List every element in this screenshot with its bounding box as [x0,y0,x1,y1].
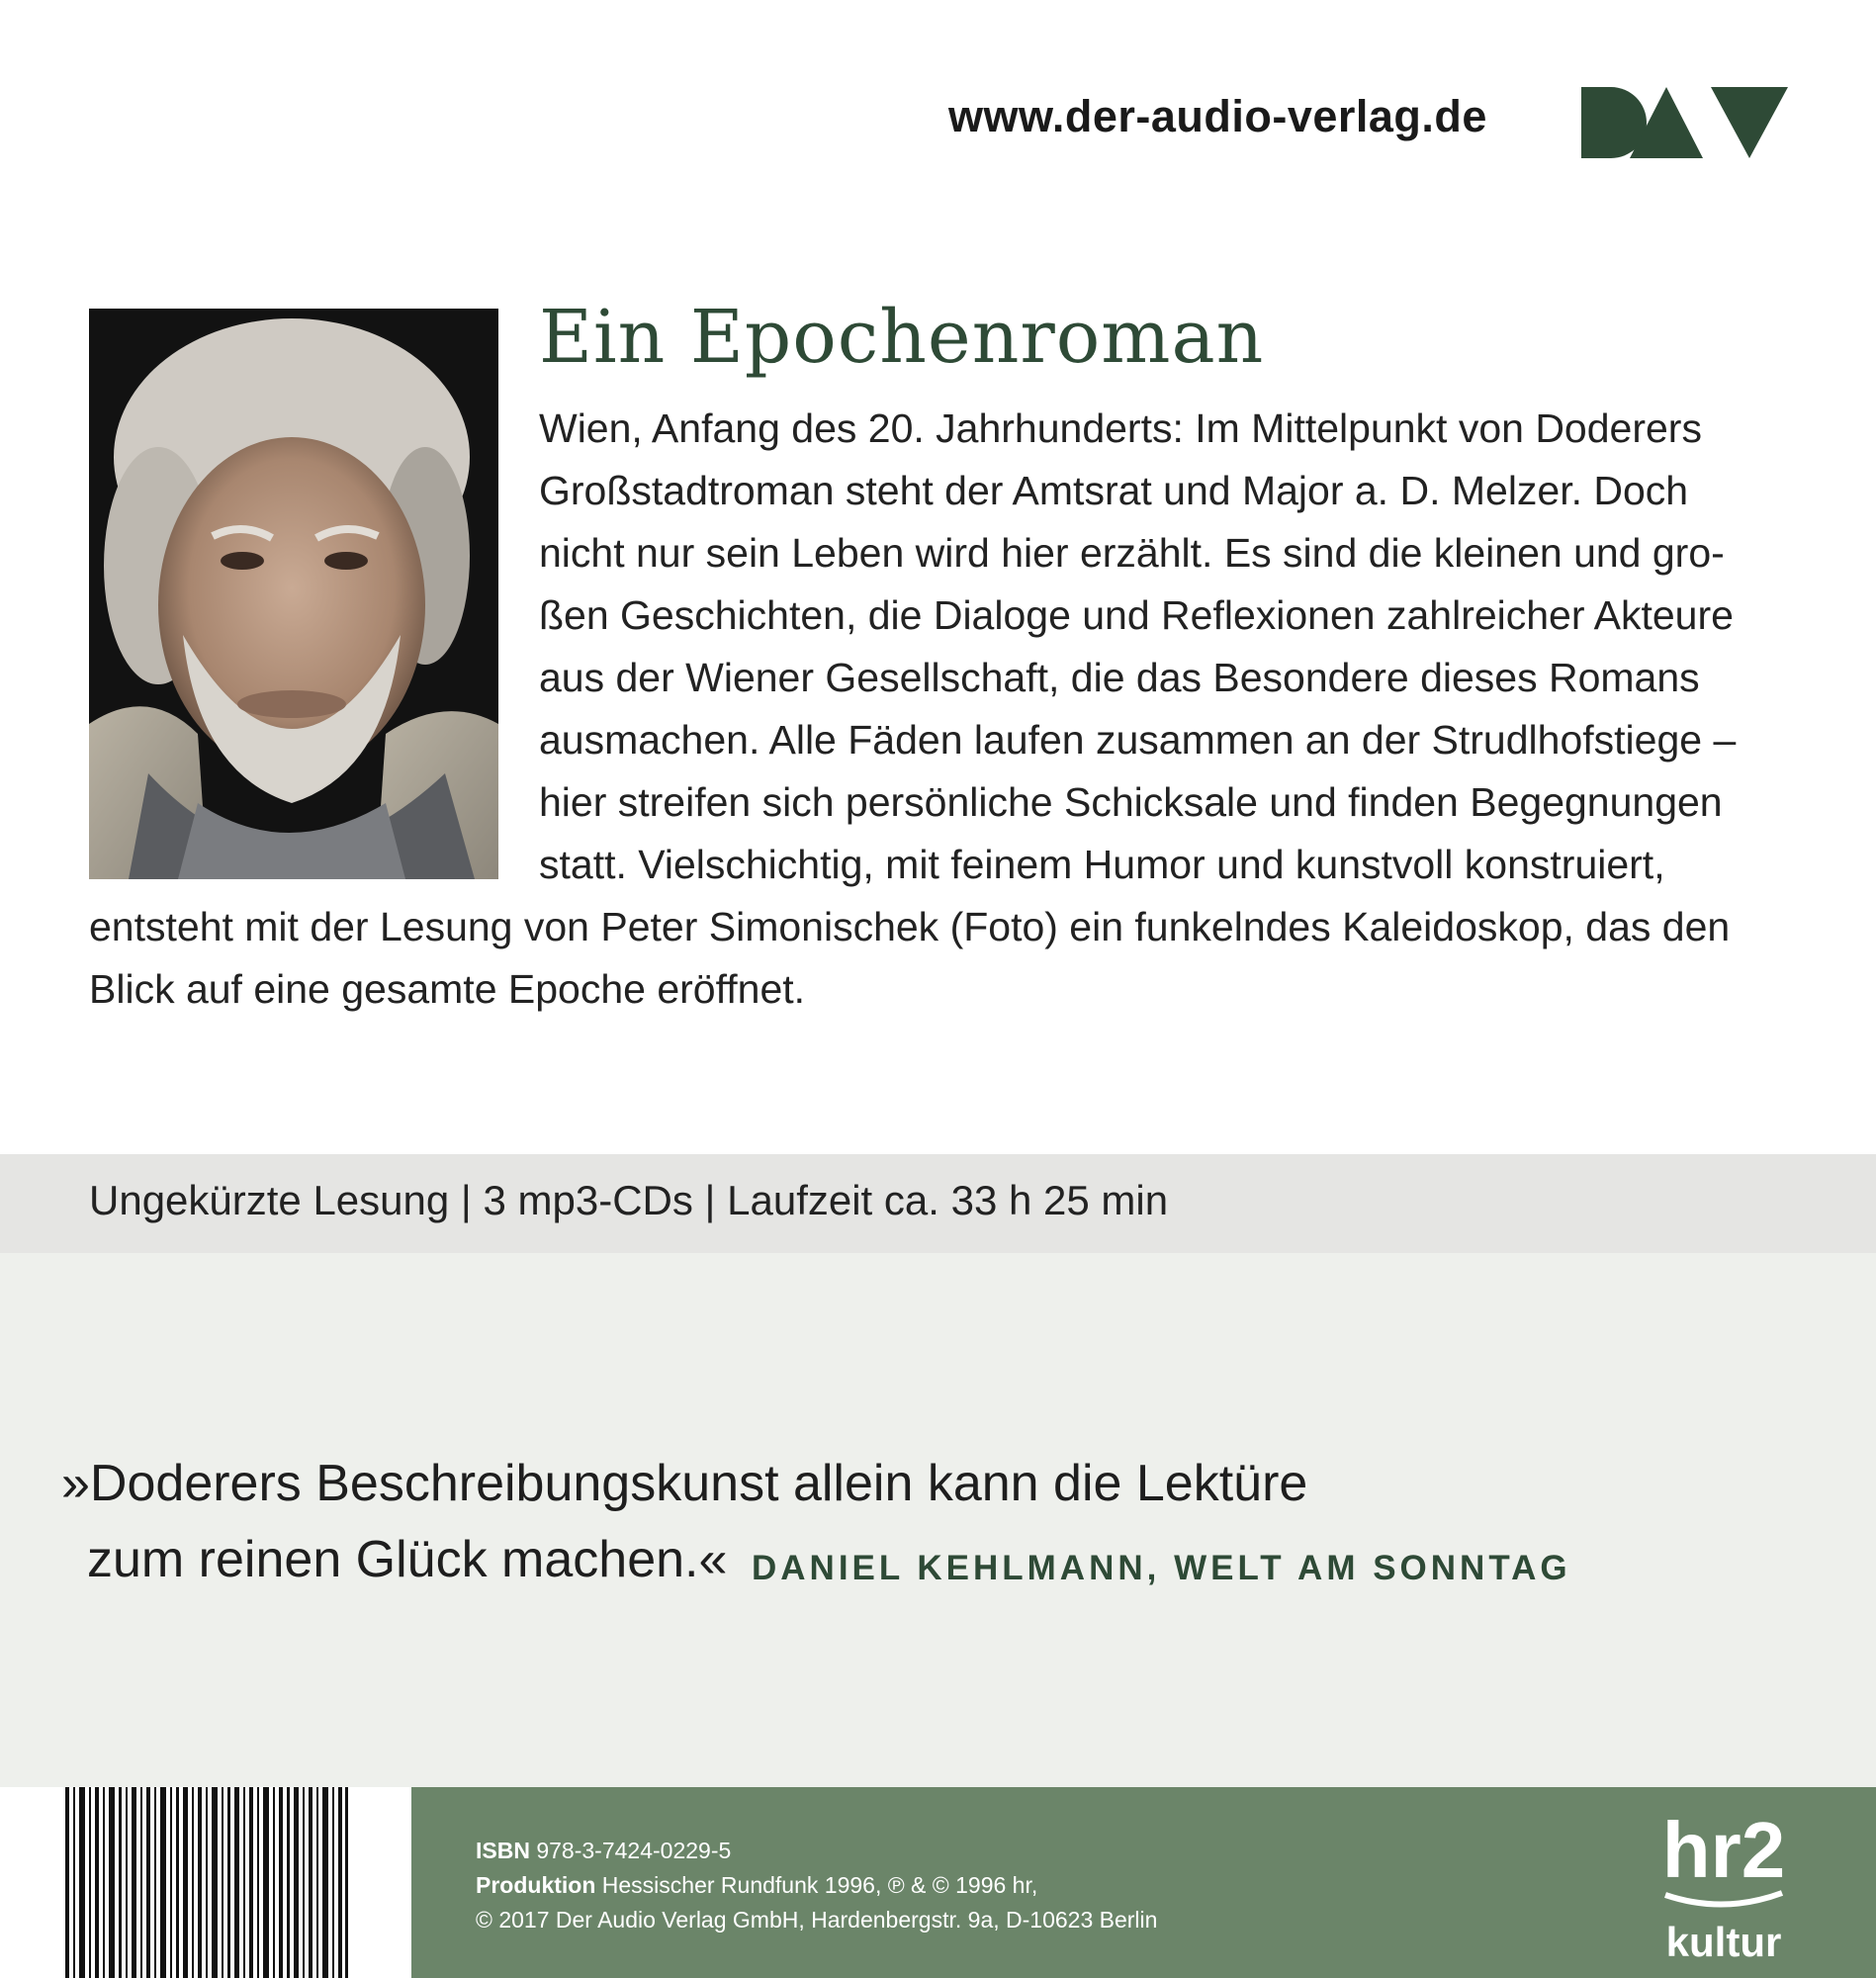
headline: Ein Epochenroman [539,295,1265,380]
quote-line: zum reinen Glück machen.« [87,1531,728,1588]
kultur-logo-text: kultur [1665,1919,1782,1965]
blurb-line: statt. Vielschichtig, mit feinem Humor und kunstvoll konstruiert, [539,842,1665,887]
blurb-line: Wien, Anfang des 20. Jahrhunderts: Im Mittelpunkt von Doderers [539,405,1702,451]
quote-panel [0,1253,1876,1787]
isbn-value: 978-3-7424-0229-5 [536,1838,732,1863]
blurb-line: ßen Geschichten, die Dialoge und Reflexionen zahlreicher Akteure [539,592,1734,638]
hr2-kultur-logo [1657,1808,1791,1966]
hr2-logo-text: hr2 [1661,1808,1786,1894]
isbn-line [476,1838,731,1864]
production-line [476,1872,1037,1899]
blurb-line: entsteht mit der Lesung von Peter Simonischek (Foto) ein funkelndes Kaleidoskop, das den [89,904,1731,949]
blurb-line: nicht nur sein Leben wird hier erzählt. Es sind die kleinen und gro- [539,530,1725,576]
blurb-line: hier streifen sich persönliche Schicksale und finden Begegnungen [539,779,1723,825]
blurb-line: Großstadtroman steht der Amtsrat und Major a. D. Melzer. Doch [539,468,1689,513]
isbn-label: ISBN [476,1838,530,1863]
quote-line: »Doderers Beschreibungskunst allein kann die Lektüre [61,1455,1308,1512]
blurb-line: ausmachen. Alle Fäden laufen zusammen an der Strudlhofstiege – [539,717,1737,763]
blurb-line: aus der Wiener Gesellschaft, die das Besondere dieses Romans [539,655,1700,700]
quote-source: DANIEL KEHLMANN, WELT AM SONNTAG [752,1549,1571,1587]
production-value: Hessischer Rundfunk 1996, ℗ & © 1996 hr, [601,1872,1038,1898]
portrait-photo [89,309,498,879]
publisher-url[interactable]: www.der-audio-verlag.de [948,91,1487,141]
blurb-line: Blick auf eine gesamte Epoche eröffnet. [89,966,806,1012]
production-label: Produktion [476,1872,596,1898]
copyright-line: © 2017 Der Audio Verlag GmbH, Hardenbergstr. 9a, D-10623 Berlin [476,1907,1158,1933]
dav-logo [1581,87,1788,158]
barcode [65,1787,348,1978]
product-info: Ungekürzte Lesung | 3 mp3-CDs | Laufzeit ca. 33 h 25 min [89,1177,1169,1223]
